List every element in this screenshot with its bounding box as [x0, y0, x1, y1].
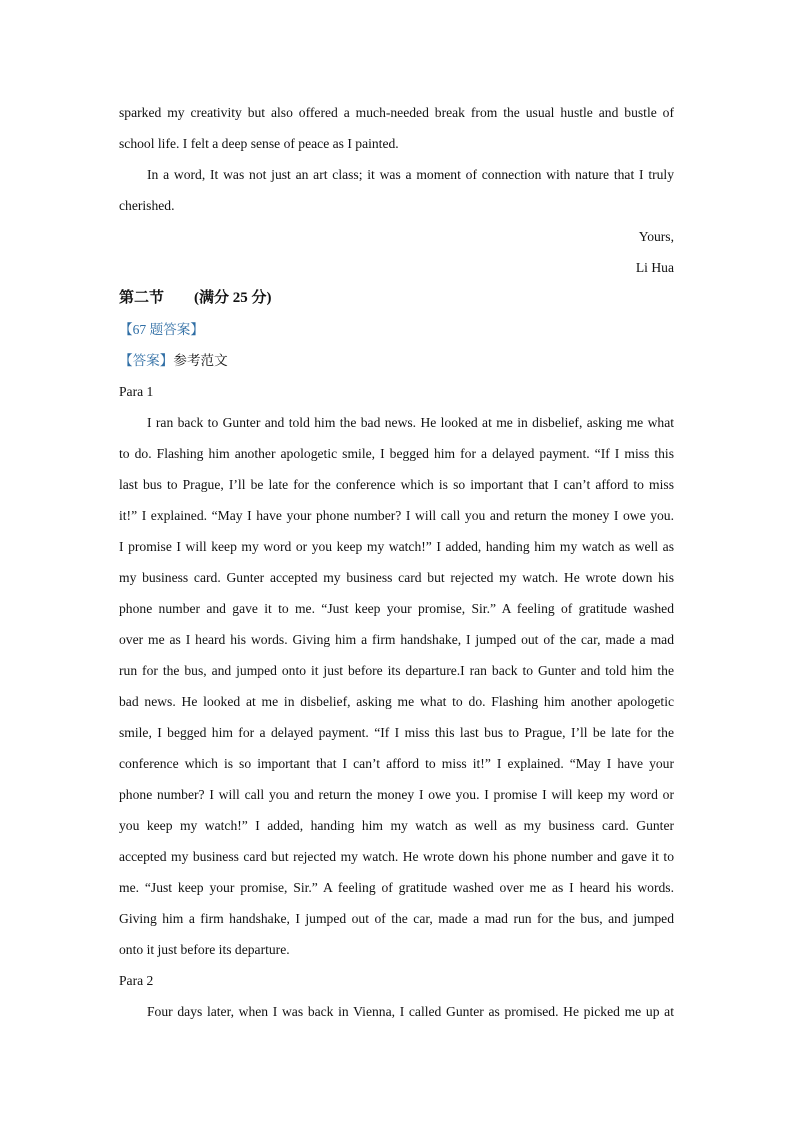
para1-line: last bus to Prague, I’ll be late for the conference which is so important that I can’t afford to miss — [119, 477, 674, 492]
para1-line: conference which is so important that I can’t afford to miss it!” I explained. “May I have your — [119, 756, 674, 771]
para1-line: phone number and gave it to me. “Just keep your promise, Sir.” A feeling of gratitude washed — [119, 601, 674, 616]
letter-line: sparked my creativity but also offered a much-needed break from the usual hustle and bustle of — [119, 105, 674, 120]
letter-closing: Yours, — [638, 229, 674, 244]
para1-line: smile, I begged him for a delayed payment. “If I miss this last bus to Prague, I’ll be late for the — [119, 725, 674, 740]
para1-line: Giving him a firm handshake, I jumped out of the car, made a mad run for the bus, and jumped — [119, 911, 674, 926]
para1-label: Para 1 — [119, 384, 154, 399]
answer-row — [119, 345, 674, 376]
para1-line: run for the bus, and jumped onto it just before its departure.I ran back to Gunter and told him the — [119, 663, 674, 678]
para1-line: me. “Just keep your promise, Sir.” A feeling of gratitude washed over me as I heard his words. — [119, 880, 674, 895]
answer-text: 参考范文 — [173, 353, 228, 368]
section-title: 第二节 — [119, 290, 165, 306]
para1-line: to do. Flashing him another apologetic smile, I begged him for a delayed payment. “If I miss this — [119, 446, 674, 461]
para1-line: bad news. He looked at me in disbelief, asking me what to do. Flashing him another apologetic — [119, 694, 674, 709]
letter-line: school life. I felt a deep sense of peace as I painted. — [119, 136, 399, 151]
para2-label: Para 2 — [119, 973, 154, 988]
para1-line: I ran back to Gunter and told him the bad news. He looked at me in disbelief, asking me what — [147, 415, 674, 430]
para1-line: onto it just before its departure. — [119, 942, 290, 957]
answer-label: 【答案】 — [119, 353, 174, 368]
section-heading — [119, 283, 674, 314]
page-content — [119, 97, 674, 1027]
para1-line: I promise I will keep my word or you keep my watch!” I added, handing him my watch as well as — [119, 539, 674, 554]
para1-line: you keep my watch!” I added, handing him my watch as well as my business card. Gunter — [119, 818, 674, 833]
letter-line: In a word, It was not just an art class; it was a moment of connection with nature that I truly — [147, 167, 674, 182]
section-score: (满分 25 分) — [194, 290, 272, 306]
para1-line: phone number? I will call you and return the money I owe you. I promise I will keep my word or — [119, 787, 674, 802]
para1-line: accepted my business card but rejected my watch. He wrote down his phone number and gave it to — [119, 849, 674, 864]
letter-line: cherished. — [119, 198, 175, 213]
para2-line: Four days later, when I was back in Vienna, I called Gunter as promised. He picked me up at — [147, 1004, 674, 1019]
para1-line: it!” I explained. “May I have your phone number? I will call you and return the money I owe you. — [119, 508, 674, 523]
letter-signature: Li Hua — [635, 260, 674, 275]
answer-tag: 【67 题答案】 — [119, 322, 204, 337]
para1-line: my business card. Gunter accepted my business card but rejected my watch. He wrote down his — [119, 570, 674, 585]
para1-line: over me as I heard his words. Giving him a firm handshake, I jumped out of the car, made a mad — [119, 632, 674, 647]
